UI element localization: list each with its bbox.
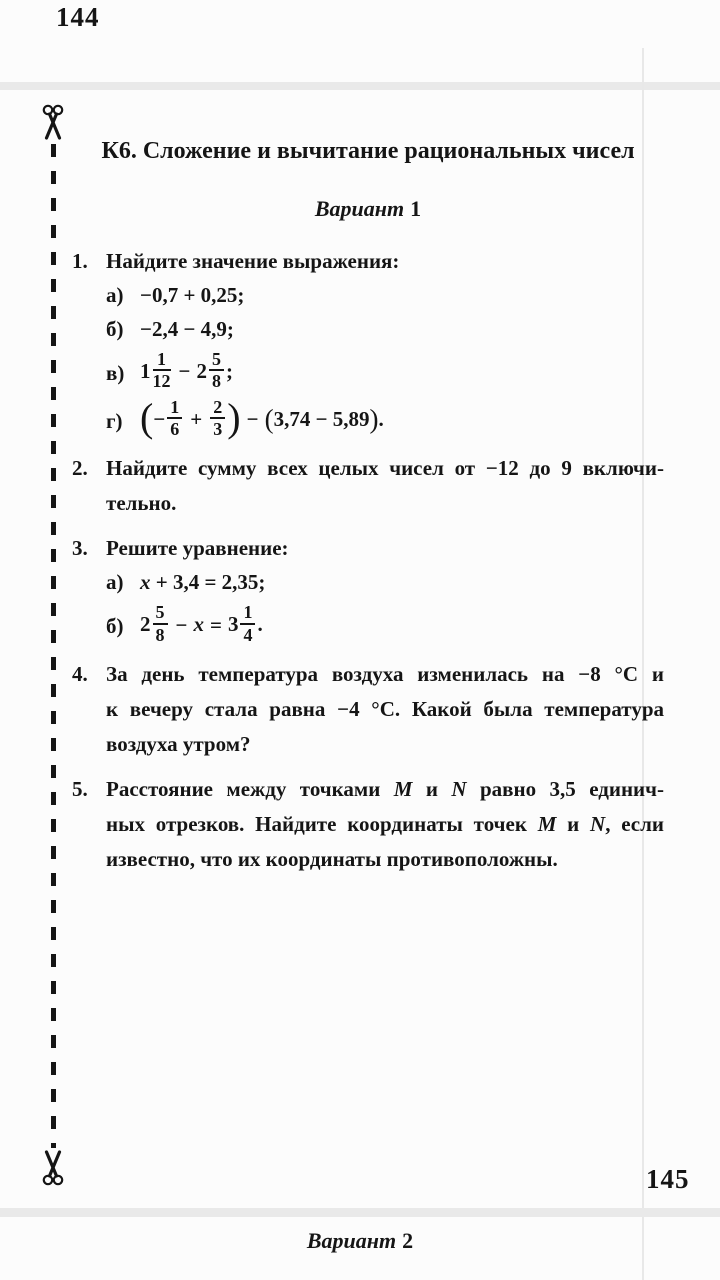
item-label: г) xyxy=(106,408,123,433)
item-label: а) xyxy=(106,283,124,307)
problem-text: Найдите значение выражения: xyxy=(106,249,400,273)
right-paren: ) xyxy=(369,404,379,435)
worksheet-content xyxy=(72,136,664,877)
problem-text: За день температура воздуха изменилась на −8 °С и к вечеру стала равна −4 °С. Какой была температура воздуха утром? xyxy=(106,662,664,757)
fraction: $\frac{5}{8}$ xyxy=(153,603,168,644)
variant-word: Вариант xyxy=(314,196,405,221)
problem-number: 3. xyxy=(72,536,88,561)
bottom-divider-band xyxy=(0,1208,720,1217)
item-label: а) xyxy=(106,570,124,595)
fraction: $\frac{2}{3}$ xyxy=(210,398,225,439)
problem-5 xyxy=(72,772,664,877)
equation-3a xyxy=(106,565,664,599)
variant-word: Вариант xyxy=(306,1228,397,1253)
math-expression: −2,4 − 4,9; xyxy=(140,317,234,341)
problem-number: 5. xyxy=(72,777,88,802)
fraction: $\frac{1}{6}$ xyxy=(167,398,182,439)
variable-x: x xyxy=(140,570,151,595)
problem-3-heading xyxy=(72,531,664,565)
problem-text: Расстояние между точками M и N равно 3,5 единич- ных отрезков. Найдите координаты точек M и N, если известно, что их координаты противоположны. xyxy=(106,777,665,872)
expression-1b xyxy=(106,312,664,346)
point-M: M xyxy=(537,812,557,837)
fraction: $\frac{5}{8}$ xyxy=(209,350,224,391)
dashed-cut-line xyxy=(51,144,56,1148)
page-number-top: 144 xyxy=(56,2,100,32)
point-N: N xyxy=(451,777,467,802)
math-expression: −0,7 + 0,25; xyxy=(140,283,245,307)
left-paren: ( xyxy=(264,404,274,435)
top-divider-band xyxy=(0,82,720,90)
fraction: $\frac{1}{4}$ xyxy=(240,603,255,644)
next-variant-heading xyxy=(0,1228,720,1254)
fraction: $\frac{1}{12}$ xyxy=(152,349,171,392)
scissors-icon-bottom xyxy=(40,1148,66,1186)
expression-1g xyxy=(106,395,664,442)
problem-text: Решите уравнение: xyxy=(106,536,289,561)
problem-1 xyxy=(72,244,664,441)
item-label: б) xyxy=(106,614,124,639)
math-expression: 2 $\frac{5}{8}$ − x = 3 $\frac{1}{4}$ . xyxy=(140,602,263,645)
math-expression: 1 $\frac{1}{12}$ − 2 $\frac{5}{8}$ ; xyxy=(140,349,233,392)
left-paren: ( xyxy=(140,395,154,441)
point-N: N xyxy=(590,812,606,837)
expression-1a xyxy=(106,278,664,312)
problem-text: Найдите сумму всех целых чисел от −12 до 9 включи- тельно. xyxy=(106,456,664,516)
item-label: б) xyxy=(106,317,124,341)
problem-1-heading xyxy=(72,244,664,278)
problem-2 xyxy=(72,451,664,521)
math-expression: x + 3,4 = 2,35; xyxy=(140,570,266,595)
scissors-icon-top xyxy=(40,104,66,142)
problem-3 xyxy=(72,531,664,647)
problem-number: 2. xyxy=(72,456,88,481)
variable-x: x xyxy=(193,612,204,637)
problem-number: 4. xyxy=(72,662,88,687)
page-number-bottom: 145 xyxy=(646,1164,690,1194)
right-paren: ) xyxy=(227,395,241,441)
problem-4 xyxy=(72,657,664,762)
equation-3b xyxy=(106,602,664,647)
variant-number: 2 xyxy=(402,1228,414,1253)
expression-1v xyxy=(106,349,664,394)
variant-number: 1 xyxy=(410,196,422,221)
item-label: в) xyxy=(106,360,125,385)
problem-number: 1. xyxy=(72,249,88,273)
section-title: К6. Сложение и вычитание рациональных чисел xyxy=(101,138,635,164)
variant-heading xyxy=(72,196,664,222)
point-M: M xyxy=(393,777,413,802)
math-expression: (− $\frac{1}{6}$ + $\frac{2}{3}$ ) − (3,74 − 5,89). xyxy=(140,395,384,441)
problem-list xyxy=(72,244,664,877)
